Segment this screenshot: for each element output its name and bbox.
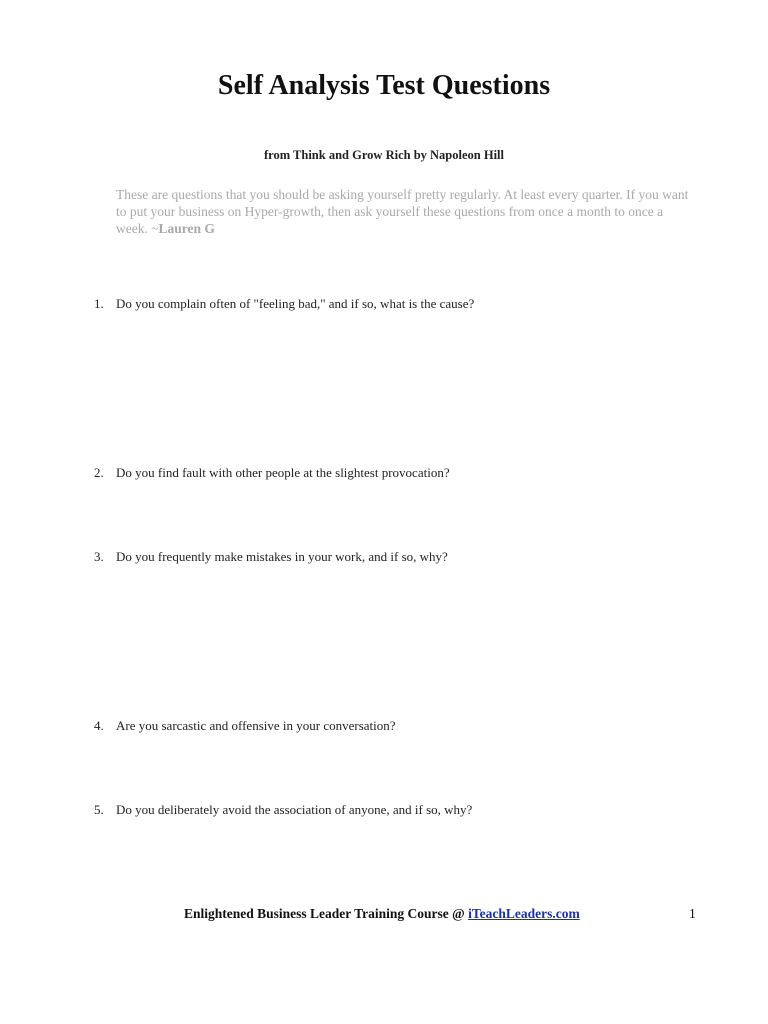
question-number: 3. [94,549,104,564]
question-text: Do you deliberately avoid the association of anyone, and if so, why? [116,802,473,817]
page-number: 1 [689,906,696,921]
question-text: Are you sarcastic and offensive in your conversation? [116,718,396,733]
question-4 [94,718,694,734]
page-title: Self Analysis Test Questions [217,70,551,101]
question-3 [94,549,694,565]
question-2 [94,465,694,481]
intro-text: These are questions that you should be asking yourself pretty regularly. At least every quarter. If you want to put your business on Hyper-growth, then ask yourself these questions from once a month to once a week. ~ [116,187,689,236]
footer-course-text: Enlightened Business Leader Training Course @ [184,906,469,921]
question-text: Do you frequently make mistakes in your work, and if so, why? [116,549,448,564]
question-number: 2. [94,465,104,480]
question-number: 4. [94,718,104,733]
question-5 [94,802,694,818]
intro-paragraph [116,186,696,237]
question-number: 1. [94,296,104,311]
subtitle: from Think and Grow Rich by Napoleon Hill [264,148,504,162]
question-number: 5. [94,802,104,817]
question-text: Do you find fault with other people at the slightest provocation? [116,465,450,480]
footer-website-link[interactable]: iTeachLeaders.com [468,906,580,921]
intro-author: Lauren G [158,221,215,236]
question-text: Do you complain often of "feeling bad," and if so, what is the cause? [116,296,475,311]
footer [184,906,580,922]
question-1 [94,296,694,312]
